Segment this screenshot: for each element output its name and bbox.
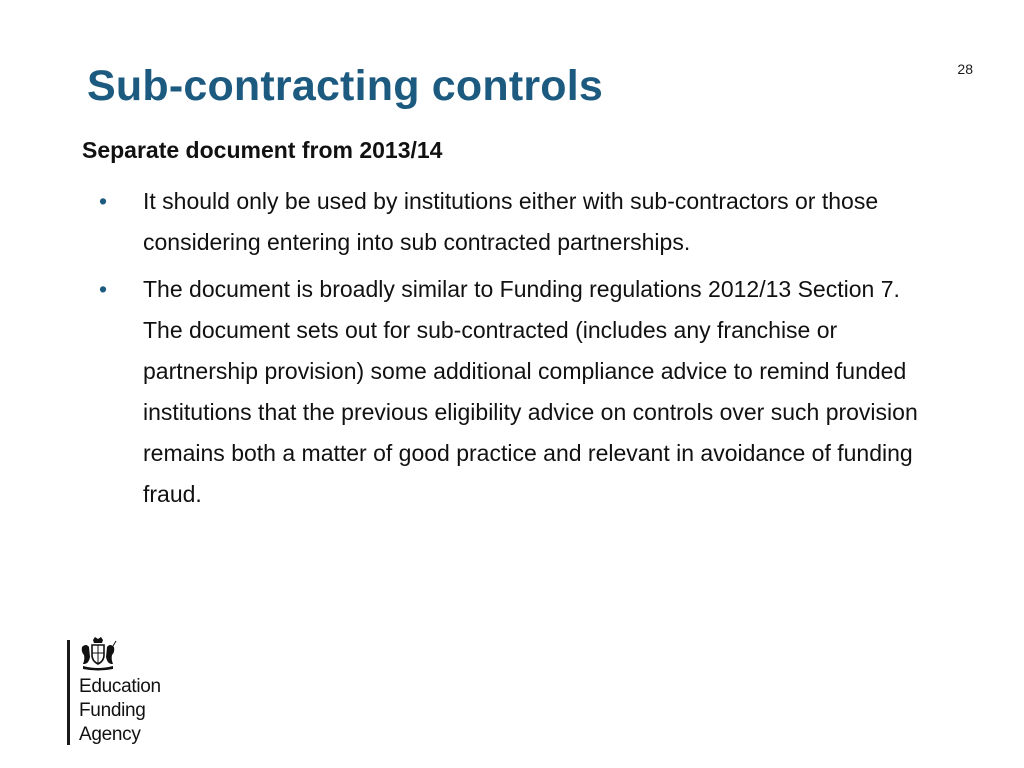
logo-line-education: Education — [79, 676, 161, 697]
bullet-text: The document is broadly similar to Funding regulations 2012/13 Section 7. The document sets out for sub-contracted (includes any franchise or partnership provision) some additional compliance advice to remind funded institutions that the previous eligibility advice on controls over such provision remains both a matter of good practice and relevant in avoidance of funding fraud. — [143, 276, 918, 507]
logo-line-agency: Agency — [79, 724, 141, 745]
bullet-marker: • — [99, 276, 108, 302]
bullet-list — [0, 181, 1024, 521]
bullet-text: It should only be used by institutions either with sub-contractors or those considering entering into sub contracted partnerships. — [143, 188, 879, 255]
logo-text — [79, 675, 161, 747]
logo-rule — [67, 640, 70, 745]
royal-crest-icon — [79, 637, 117, 671]
logo-line-funding: Funding — [79, 700, 146, 721]
slide-subtitle: Separate document from 2013/14 — [82, 137, 443, 163]
bullet-marker: • — [99, 188, 108, 214]
page-number: 28 — [957, 61, 973, 77]
bullet-item — [0, 181, 943, 263]
slide-title: Sub-contracting controls — [87, 62, 604, 110]
education-funding-agency-logo — [67, 637, 207, 747]
bullet-item — [0, 269, 943, 515]
